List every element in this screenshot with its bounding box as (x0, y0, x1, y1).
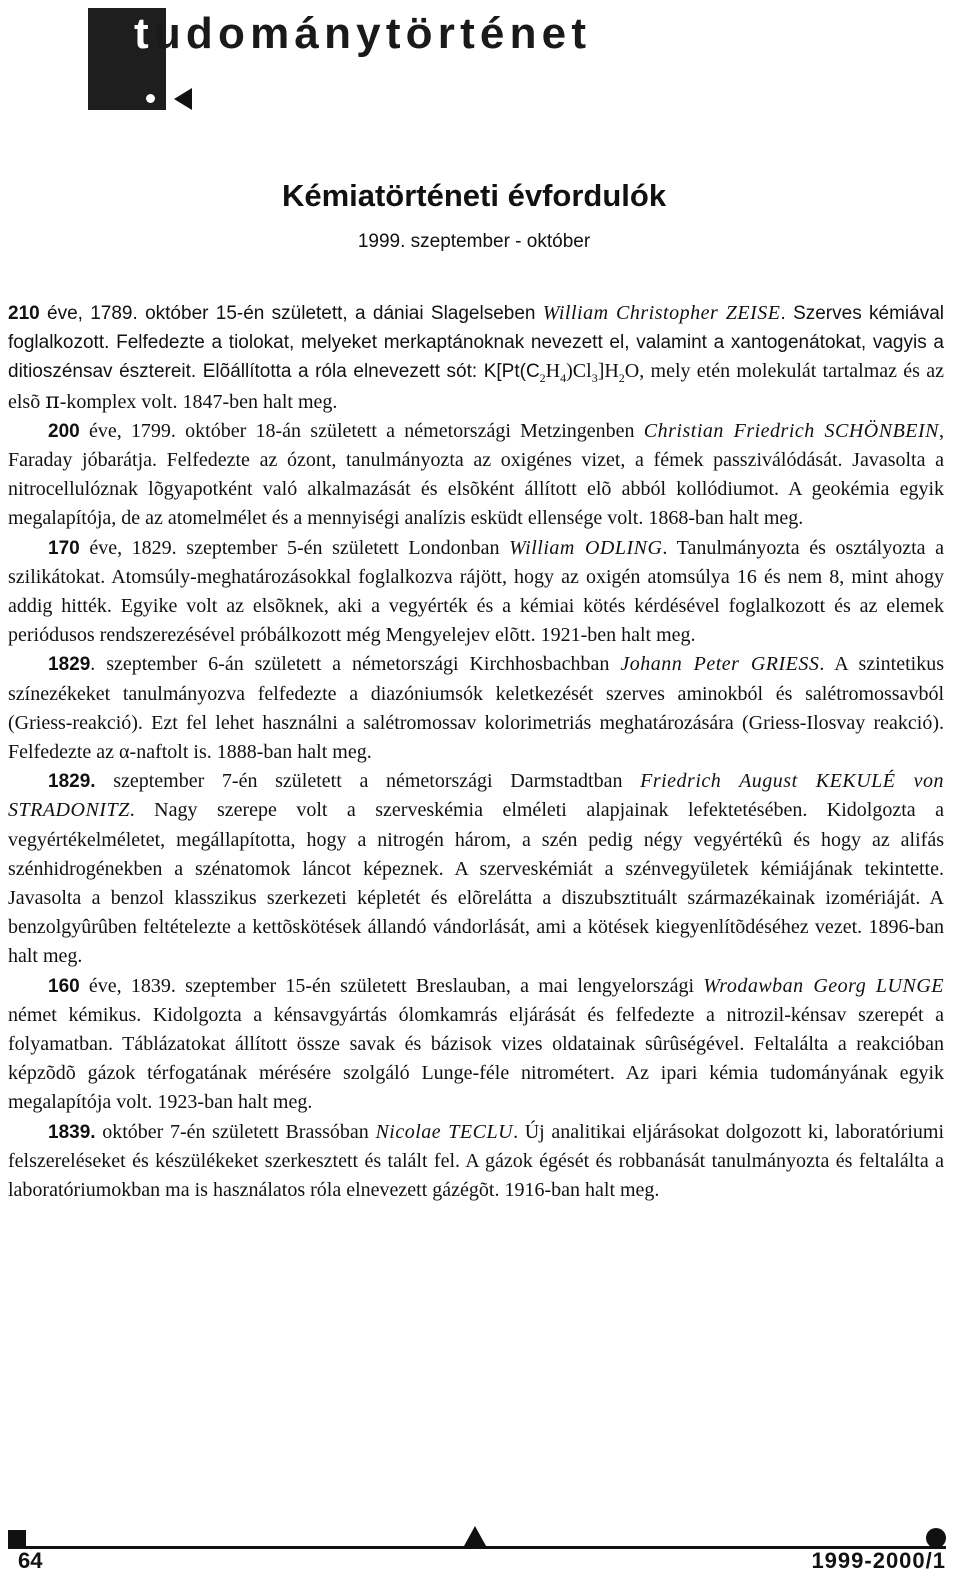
entry-griess: 1829. szeptember 6-án született a németországi Kirchhosbachban Johann Peter GRIESS. A szintetikus színezékeket tanulmányozva felfedezte a diazóniumsók keletkezését szerves aminokból és salétromossavból (Griess-reakció). Ezt fel lehet használni a salétromossav kolorimetriás meghatározására (Griess-Ilosvay reakció). Felfedezte az α-naftolt is. 1888-ban halt meg. (8, 653, 944, 764)
person-name: Friedrich August KEKULÉ von STRADONITZ (8, 770, 945, 822)
article-title: Kémiatörténeti évfordulók (281, 178, 667, 213)
footer-rule (8, 1546, 946, 1549)
alpha-symbol: α (119, 741, 130, 764)
entry-odling: 170 éve, 1829. szeptember 5-én született Londonban William ODLING. Tanulmányozta és osztályozta a szilikátokat. Atomsúly-meghatározásokkal foglalkozva rájött, hogy az oxigén atomsúlya 16 és nem 8, mint ahogy addig hitték. Egyike volt az elsõknek, aki a vegyérték és a kémiai kötés kérdésével foglalkozott és az elemek periódusos rendszerezésével próbálkozott még Mengyelejev elõtt. 1921-ben halt meg. (8, 536, 944, 647)
entry-zeise: 210 éve, 1789. október 15-én született, a dániai Slagelseben William Christopher ZEISE. Szerves kémiával foglalkozott. Felfedezte a tiolokat, melyeket merkaptánoknak nevezett el, valamint a xantogenátokat, vagyis a ditioszénsav észtereit. Elõállította a róla elnevezett sót: $K[Pt(C_2H_4)Cl_3]H_2O$, mely etén molekulát tartalmaz és az elsõ π-komplex volt. 1847-ben halt meg. (8, 302, 944, 414)
person-name: William Christopher ZEISE (542, 302, 781, 324)
entry-number: 1829. (48, 771, 96, 793)
issue-label: 1999-2000/1 (811, 1548, 946, 1573)
entry-number: 210 (8, 303, 40, 324)
entry-lunge: 160 éve, 1839. szeptember 15-én született Breslauban, a mai lengyelországi Wrodawban Georg LUNGE német kémikus. Kidolgozta a kénsavgyártás ólomkamrás eljárását és felfedezte a nitrozil-kénsav szerepét a folyamatban. Táblázatokat állított össze savak és bázisok vizes oldatainak sûrûségével. Feltalálta a reakcióban képzõdõ gázok térfogatának mérésére szolgáló Lunge-féle nitrométert. Az ipari kémia tudományának egyik megalapítója volt. 1923-ban halt meg. (8, 974, 944, 1114)
person-name: Wrodawban Georg LUNGE (703, 974, 944, 997)
person-name: Johann Peter GRIESS (620, 653, 820, 676)
article-date: 1999. szeptember - október (357, 231, 591, 252)
entry-number: 200 (48, 420, 80, 442)
entry-teclu: 1839. október 7-én született Brassóban Nicolae TECLU. Új analitikai eljárásokat dolgozott ki, laboratóriumi felszereléseket és készülékeket szerkesztett és talált fel. A gázok égését és robbanását tanulmányozta és feltalálta a laboratóriumokban ma is használatos róla elnevezett gázégõt. 1916-ban halt meg. (8, 1120, 945, 1202)
entry-schonbein: 200 éve, 1799. október 18-án született a németországi Metzingenben Christian Friedrich SCHÖNBEIN, Faraday jóbarátja. Felfedezte az ózont, tanulmányozta az oxigénes vizet, a fémek passziválódását. Javasolta a nitrocellulóznak lõgyapotként való alkalmazását és elsõként állított elõ abból kollódiumot. A geokémia egyik megalapítója, de az atomelmélet és a mennyiségi analízis esküdt ellensége volt. 1868-ban halt meg. (8, 419, 945, 530)
section-title (134, 8, 591, 60)
entry-number: 1839. (48, 1121, 96, 1143)
page-number: 64 (18, 1548, 43, 1573)
entry-number: 1829 (48, 654, 91, 676)
footer-triangle-icon (464, 1526, 486, 1546)
section-title-initial: t (134, 9, 154, 58)
person-name: Nicolae TECLU (375, 1120, 514, 1143)
person-name: William ODLING (509, 536, 663, 559)
entry-kekule: 1829. szeptember 7-én született a németországi Darmstadtban Friedrich August KEKULÉ von STRADONITZ. Nagy szerepe volt a szerveskémia elméleti alapjainak lefektetésében. Kidolgozta a vegyértékelméletet, megállapította, hogy a nitrogén három, a szén pedig négy vegyértékû és hogy az alifás szénhidrogénekben a szénatomok láncot képeznek. A szerveskémiát a szénvegyületek kémiájának tekintette. Javasolta a benzol klasszikus szerkezeti képletét és elõrelátta a diszubsztituált származékainak izomériáját. A benzolgyûrûben feltételezte a kettõskötések állandó vándorlását, ami a kötések kiegyenlítõdéséhez vezet. 1896-ban halt meg. (8, 770, 945, 968)
header-dot-icon (146, 94, 155, 103)
section-title-rest: udománytörténet (153, 9, 592, 58)
person-name: Christian Friedrich SCHÖNBEIN (643, 419, 940, 442)
entry-number: 170 (48, 537, 80, 559)
triangle-left-icon (174, 88, 192, 110)
article-body (8, 299, 944, 1205)
pi-symbol: π (45, 388, 60, 414)
entry-number: 160 (48, 975, 80, 997)
